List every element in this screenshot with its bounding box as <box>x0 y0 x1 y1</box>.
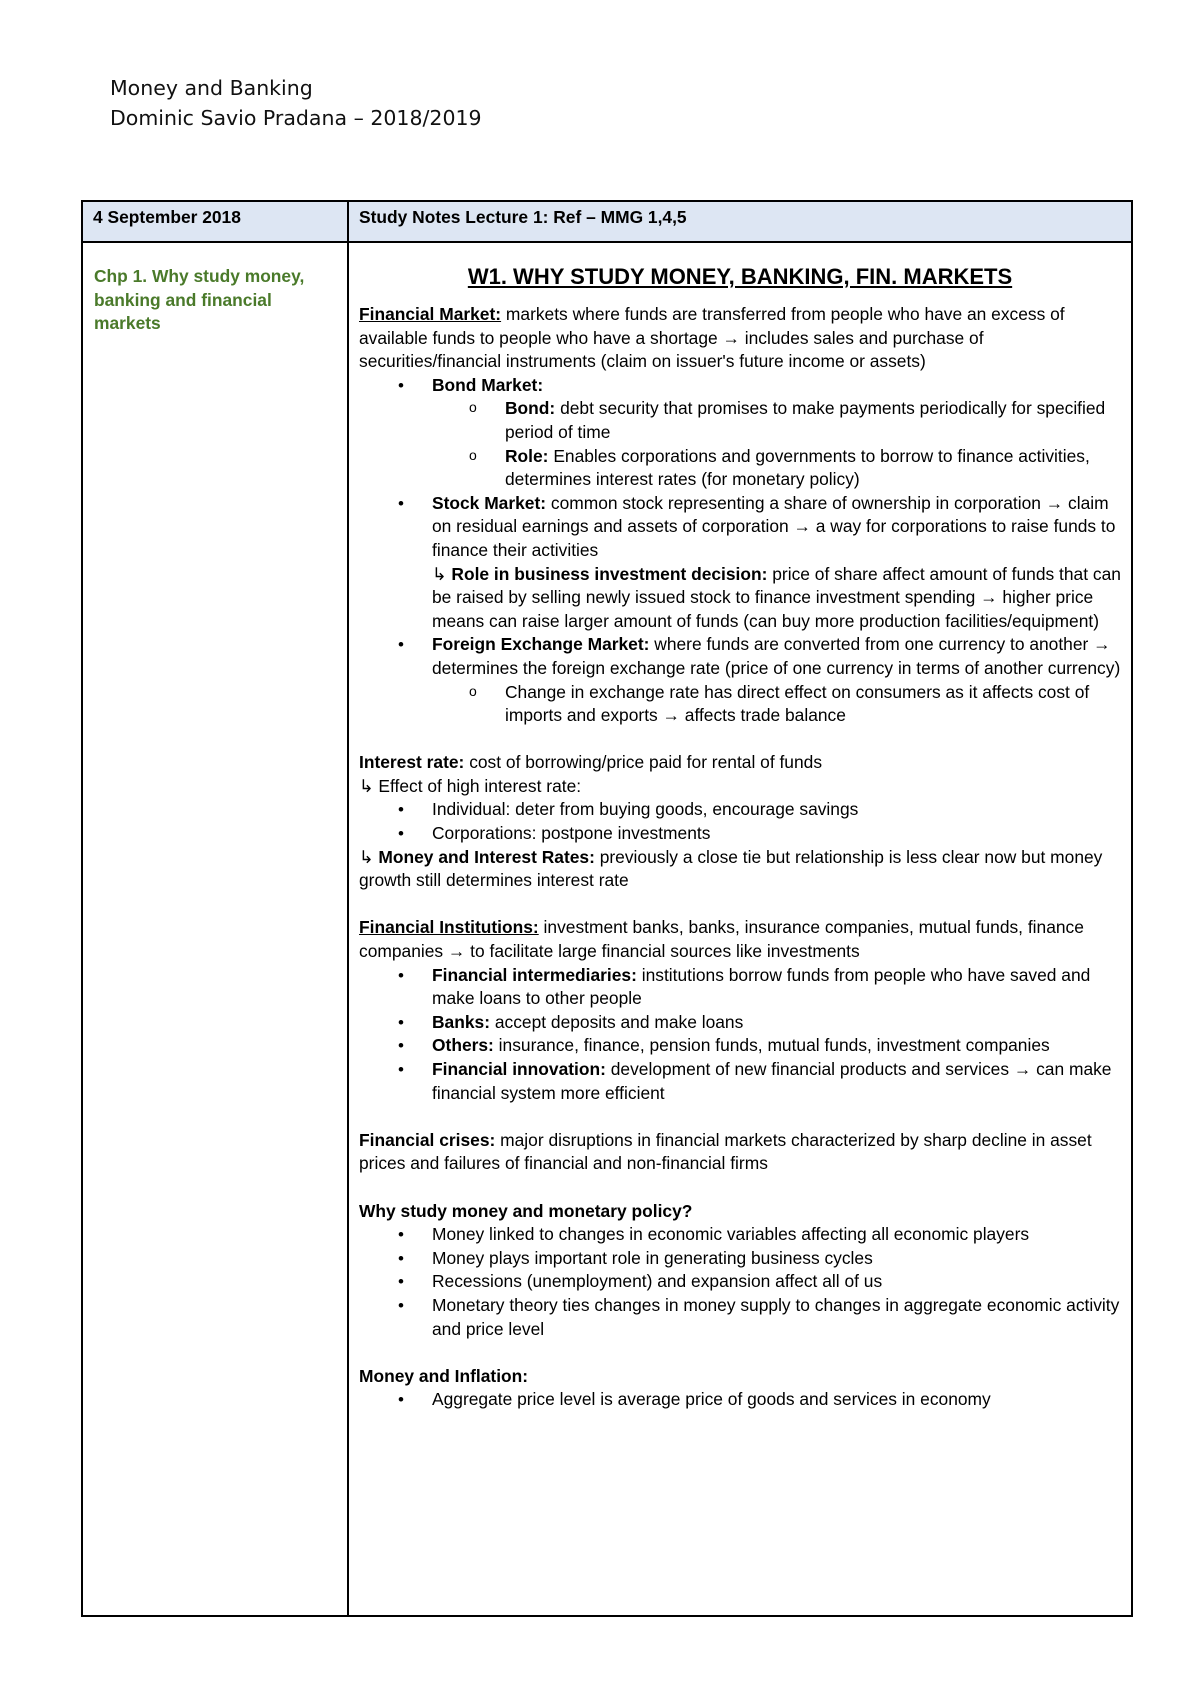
market-list <box>359 374 1121 728</box>
why-money-list <box>359 1223 1121 1341</box>
list-item: • Financial intermediaries: institutions borrow funds from people who have saved and make loans to other people <box>359 964 1121 1011</box>
chapter-label: Chp 1. Why study money, banking and financial markets <box>94 266 305 333</box>
list-item: • Individual: deter from buying goods, encourage savings <box>359 798 1121 822</box>
table-header-row <box>82 201 1132 242</box>
lecture-cell: Study Notes Lecture 1: Ref – MMG 1,4,5 <box>348 201 1132 242</box>
list-item: • Financial innovation: development of new financial products and services → can make financial system more efficient <box>359 1058 1121 1105</box>
author-line: Dominic Savio Pradana – 2018/2019 <box>110 106 482 130</box>
interest-effect-label: ↳ Effect of high interest rate: <box>359 775 582 796</box>
list-item: • Banks: accept deposits and make loans <box>359 1011 1121 1035</box>
chapter-cell <box>82 242 348 1616</box>
money-interest-def: ↳ Money and Interest Rates: previously a close tie but relationship is less clear now but money growth still determines interest rate <box>359 846 1103 891</box>
institutions-def: Financial Institutions: investment banks, banks, insurance companies, mutual funds, finance companies → to facilitate large financial sources like investments <box>359 917 1084 962</box>
list-item: • Monetary theory ties changes in money supply to changes in aggregate economic activity and price level <box>359 1294 1121 1341</box>
list-item: • Stock Market: common stock representing a share of ownership in corporation → claim on residual earnings and assets of corporation → a way for corporations to raise funds to finance their activities ↳ Role in business investment decision: price of share affect amount of funds that can be raised by selling newly issued stock to finance investment spending → higher price means can raise larger amount of funds (can buy more production facilities/equipment) <box>359 492 1121 634</box>
crises-def: Financial crises: major disruptions in financial markets characterized by sharp decline in asset prices and failures of financial and non-financial firms <box>359 1129 1092 1174</box>
list-item: • Corporations: postpone investments <box>359 822 1121 846</box>
interest-rate-def: Interest rate: cost of borrowing/price paid for rental of funds <box>359 752 823 773</box>
interest-effect-list <box>359 798 1121 845</box>
date-cell: 4 September 2018 <box>82 201 348 242</box>
section-title: W1. WHY STUDY MONEY, BANKING, FIN. MARKETS <box>467 264 1013 289</box>
course-title: Money and Banking <box>110 76 313 100</box>
list-item: • Others: insurance, finance, pension funds, mutual funds, investment companies <box>359 1034 1121 1058</box>
def-term: Financial Market: <box>359 304 502 324</box>
notes-cell <box>348 242 1132 1616</box>
list-item: • Aggregate price level is average price of goods and services in economy <box>359 1388 1121 1412</box>
notes-table <box>81 200 1133 1617</box>
institutions-list <box>359 964 1121 1106</box>
financial-market-def: Financial Market: markets where funds are transferred from people who have an excess of available funds to people who have a shortage → includes sales and purchase of securities/financial instruments (claim on issuer's future income or assets) <box>359 304 1065 372</box>
list-item: • Recessions (unemployment) and expansion affect all of us <box>359 1270 1121 1294</box>
list-item: o Role: Enables corporations and governments to borrow to finance activities, determines interest rates (for monetary policy) <box>359 445 1121 492</box>
table-content-row <box>82 242 1132 1616</box>
inflation-list <box>359 1388 1121 1412</box>
list-item: • Money linked to changes in economic variables affecting all economic players <box>359 1223 1121 1247</box>
why-money-heading: Why study money and monetary policy? <box>359 1200 693 1221</box>
list-item: • Foreign Exchange Market: where funds are converted from one currency to another → determines the foreign exchange rate (price of one currency in terms of another currency) o Change in exchange rate has direct effect on consumers as it affects cost of imports and exports → affects trade balance <box>359 633 1121 727</box>
list-item: • Bond Market: o Bond: debt security that promises to make payments periodically for specified period of time o Role: Enables corporations and governments to borrow to finance activities, determines interest rates (for monetary policy) <box>359 374 1121 492</box>
list-item: o Change in exchange rate has direct effect on consumers as it affects cost of imports and exports → affects trade balance <box>359 681 1121 728</box>
document-header <box>110 73 482 133</box>
list-item: o Bond: debt security that promises to make payments periodically for specified period of time <box>359 397 1121 444</box>
inflation-heading: Money and Inflation: <box>359 1365 529 1386</box>
list-item: • Money plays important role in generating business cycles <box>359 1247 1121 1271</box>
